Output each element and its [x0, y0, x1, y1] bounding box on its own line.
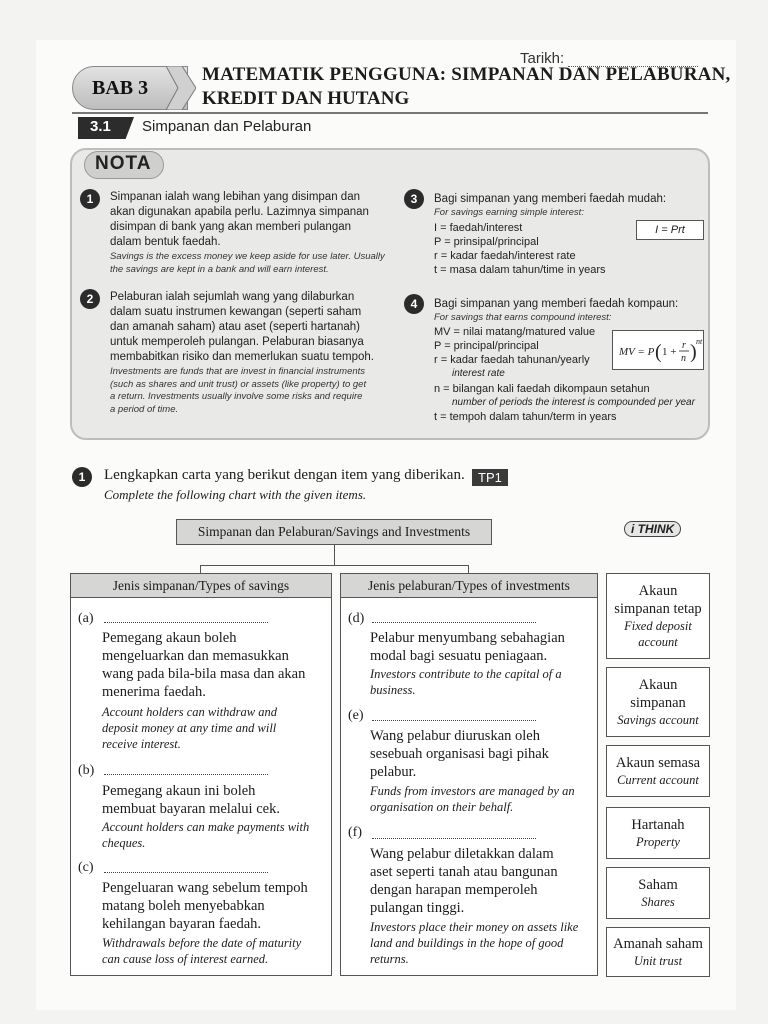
svg-text:MV = P: MV = P: [619, 346, 655, 358]
chapter-label: BAB 3: [92, 77, 149, 99]
note-4-definitions: [434, 325, 610, 381]
desc-line: menerima faedah.: [102, 684, 206, 700]
option-label: Amanah saham: [613, 936, 703, 952]
option-label-en: Current account: [617, 773, 699, 787]
savings-b-desc-en: [102, 819, 328, 851]
definition-line: t = tempoh dalam tahun/term in years: [434, 411, 617, 423]
desc-line: Pelabur menyumbang sebahagian: [370, 630, 565, 646]
option-label-en: Property: [636, 835, 680, 849]
connector-line: [334, 545, 335, 565]
investment-d-desc-en: [370, 666, 594, 698]
desc-line: kehilangan bayaran faedah.: [102, 916, 262, 932]
note-2-en-line: (such as shares and unit trust) or assets (like property) to get: [110, 378, 367, 390]
desc-line: Pemegang akaun ini boleh: [102, 783, 256, 799]
savings-a-desc-en: [102, 704, 328, 752]
option-fixed-deposit[interactable]: [606, 573, 710, 659]
option-label: Hartanah: [631, 817, 685, 833]
desc-en-line: Investors contribute to the capital of a: [370, 667, 562, 681]
option-label: simpanan: [630, 695, 686, 711]
savings-types-header: Jenis simpanan/Types of savings: [71, 574, 331, 598]
simple-interest-formula: I = Prt: [636, 220, 704, 240]
connector-line: [468, 565, 469, 573]
item-label-d: (d): [348, 611, 365, 626]
note-number-4: 4: [404, 294, 424, 314]
definition-line: r = kadar faedah/interest rate: [434, 250, 576, 262]
desc-en-line: can cause loss of interest earned.: [102, 952, 269, 966]
definition-line: interest rate: [452, 368, 505, 379]
option-savings-account[interactable]: [606, 667, 710, 737]
desc-en-line: business.: [370, 683, 416, 697]
answer-field-a[interactable]: [104, 622, 268, 623]
note-2-line: dan amanah saham) atau aset (seperti hartanah): [110, 321, 360, 333]
nota-label: NOTA: [95, 153, 152, 174]
note-3-heading-en: For savings earning simple interest:: [434, 207, 584, 218]
definition-line: r = kadar faedah tahunan/yearly: [434, 354, 590, 366]
item-label-f: (f): [348, 825, 362, 840]
answer-field-b[interactable]: [104, 774, 268, 775]
svg-text:): ): [690, 341, 697, 363]
desc-line: sesebuah organisasi bagi pihak: [370, 746, 549, 762]
section-number: 3.1: [90, 118, 111, 135]
question-number: 1: [72, 467, 92, 487]
note-1-line: Simpanan ialah wang lebihan yang disimpan dan: [110, 191, 360, 203]
definition-line: t = masa dalam tahun/time in years: [434, 264, 606, 276]
svg-text:r: r: [682, 340, 686, 351]
desc-line: aset seperti tanah atau bangunan: [370, 864, 558, 880]
answer-field-f[interactable]: [372, 838, 536, 839]
svg-text:nt: nt: [696, 337, 703, 346]
header-divider: [72, 112, 708, 114]
desc-line: wang pada bila-bila masa dan akan: [102, 666, 306, 682]
desc-line: modal bagi sesuatu peniagaan.: [370, 648, 548, 664]
answer-field-e[interactable]: [372, 720, 536, 721]
desc-en-line: Account holders can make payments with: [102, 820, 310, 834]
answer-field-d[interactable]: [372, 622, 536, 623]
note-number-3: 3: [404, 189, 424, 209]
desc-line: Wang pelabur diletakkan dalam: [370, 846, 554, 862]
tp-level-badge: TP1: [472, 469, 508, 486]
definition-line: I = faedah/interest: [434, 222, 523, 234]
note-2-line: dalam suatu instrumen kewangan (seperti saham: [110, 306, 362, 318]
note-1-text: [110, 190, 388, 250]
savings-b-desc: [102, 782, 328, 818]
definition-line: MV = nilai matang/matured value: [434, 326, 596, 338]
date-label: Tarikh:: [520, 50, 565, 67]
option-current-account[interactable]: [606, 745, 710, 797]
option-label: Akaun: [638, 677, 678, 693]
compound-formula-graphic: [613, 331, 705, 371]
connector-line: [200, 565, 468, 566]
desc-line: Wang pelabur diuruskan oleh: [370, 728, 540, 744]
note-2-text: [110, 290, 388, 365]
note-3-heading: Bagi simpanan yang memberi faedah mudah:: [434, 193, 667, 205]
note-1-english: [110, 251, 390, 276]
item-label-c: (c): [78, 860, 94, 875]
note-3-definitions: [434, 221, 634, 277]
option-label: Akaun semasa: [615, 755, 701, 771]
note-2-english: [110, 366, 390, 416]
savings-c-desc: [102, 879, 328, 933]
option-label-en: Shares: [641, 895, 675, 909]
option-shares[interactable]: [606, 867, 710, 919]
note-2-line: untuk memperoleh pulangan. Pelaburan biasanya: [110, 336, 364, 348]
note-2-en-line: a return. Investments usually involve some risks and require: [110, 391, 363, 402]
desc-en-line: Investors place their money on assets like: [370, 920, 579, 934]
question-text-english: Complete the following chart with the given items.: [104, 487, 367, 502]
desc-en-line: cheques.: [102, 836, 146, 850]
compound-interest-formula: [612, 330, 704, 370]
investment-e-desc-en: [370, 783, 594, 815]
chart-root-node: Simpanan dan Pelaburan/Savings and Investments: [176, 519, 492, 545]
answer-field-c[interactable]: [104, 872, 268, 873]
desc-line: dengan harapan memperoleh: [370, 882, 538, 898]
item-label-b: (b): [78, 763, 95, 778]
item-label-e: (e): [348, 708, 364, 723]
note-1-line: akan digunakan apabila perlu. Lazimnya simpanan: [110, 206, 369, 218]
note-4-more-definitions: [434, 382, 710, 424]
note-2-en-line: Investments are funds that are invest in financial instruments: [110, 366, 366, 377]
desc-en-line: land and buildings in the hope of good: [370, 936, 564, 950]
note-1-en-line: the savings are kept in a bank and will earn interest.: [110, 263, 329, 275]
option-label-en: account: [638, 635, 678, 649]
question-text: Lengkapkan carta yang berikut dengan item yang diberikan.: [104, 467, 465, 483]
desc-line: Pengeluaran wang sebelum tempoh: [102, 880, 308, 896]
option-label-en: Fixed deposit: [624, 619, 692, 633]
desc-en-line: Account holders can withdraw and: [102, 705, 277, 719]
definition-line: P = principal/principal: [434, 340, 539, 352]
desc-line: matang boleh menyebabkan: [102, 898, 265, 914]
ithink-logo: i THINK: [624, 521, 681, 537]
desc-line: pulangan tinggi.: [370, 900, 465, 916]
savings-a-desc: [102, 629, 328, 701]
investment-types-header: Jenis pelaburan/Types of investments: [341, 574, 597, 598]
investment-e-desc: [370, 727, 594, 781]
option-label: simpanan tetap: [614, 601, 702, 617]
note-1-line: disimpan di bank yang akan memberi pulangan: [110, 221, 352, 233]
note-number-1: 1: [80, 189, 100, 209]
chapter-title-line-1: MATEMATIK PENGGUNA: SIMPANAN DAN PELABURAN,: [202, 64, 731, 85]
desc-en-line: Funds from investors are managed by an: [370, 784, 575, 798]
desc-en-line: Withdrawals before the date of maturity: [102, 936, 302, 950]
note-2-line: membabitkan risiko dan memerlukan suatu tempoh.: [110, 351, 374, 363]
svg-text:1 +: 1 +: [662, 346, 677, 358]
note-4-heading-en: For savings that earns compound interest:: [434, 312, 612, 323]
option-label: Akaun: [638, 583, 678, 599]
investment-d-desc: [370, 629, 594, 665]
section-title: Simpanan dan Pelaburan: [142, 118, 312, 135]
option-label-en: Unit trust: [633, 954, 683, 968]
desc-line: pelabur.: [370, 764, 417, 780]
desc-en-line: returns.: [370, 952, 409, 966]
investment-f-desc: [370, 845, 594, 917]
item-label-a: (a): [78, 611, 94, 626]
desc-en-line: organisation on their behalf.: [370, 800, 514, 814]
option-property[interactable]: [606, 807, 710, 859]
option-unit-trust[interactable]: [606, 927, 710, 977]
note-2-en-line: a period of time.: [110, 403, 179, 415]
desc-en-line: deposit money at any time and will: [102, 721, 277, 735]
desc-en-line: receive interest.: [102, 737, 181, 751]
option-label-en: Savings account: [617, 713, 699, 727]
investment-f-desc-en: [370, 919, 594, 967]
connector-line: [200, 565, 201, 573]
svg-text:n: n: [681, 353, 686, 364]
chapter-title-line-2: KREDIT DAN HUTANG: [202, 88, 410, 109]
definition-line: n = bilangan kali faedah dikompaun setahun: [434, 383, 650, 395]
note-number-2: 2: [80, 289, 100, 309]
savings-c-desc-en: [102, 935, 328, 967]
note-2-line: Pelaburan ialah sejumlah wang yang dilaburkan: [110, 291, 355, 303]
note-1-line: dalam bentuk faedah.: [110, 236, 221, 248]
note-4-heading: Bagi simpanan yang memberi faedah kompaun:: [434, 298, 679, 310]
option-label: Saham: [638, 877, 678, 893]
definition-line: P = prinsipal/principal: [434, 236, 539, 248]
svg-text:(: (: [655, 341, 662, 363]
desc-line: membuat bayaran melalui cek.: [102, 801, 280, 817]
desc-line: mengeluarkan dan memasukkan: [102, 648, 289, 664]
desc-line: Pemegang akaun boleh: [102, 630, 237, 646]
chevron-right-icon: [166, 66, 196, 110]
note-1-en-line: Savings is the excess money we keep aside for use later. Usually: [110, 251, 385, 262]
definition-line: number of periods the interest is compounded per year: [452, 397, 695, 408]
